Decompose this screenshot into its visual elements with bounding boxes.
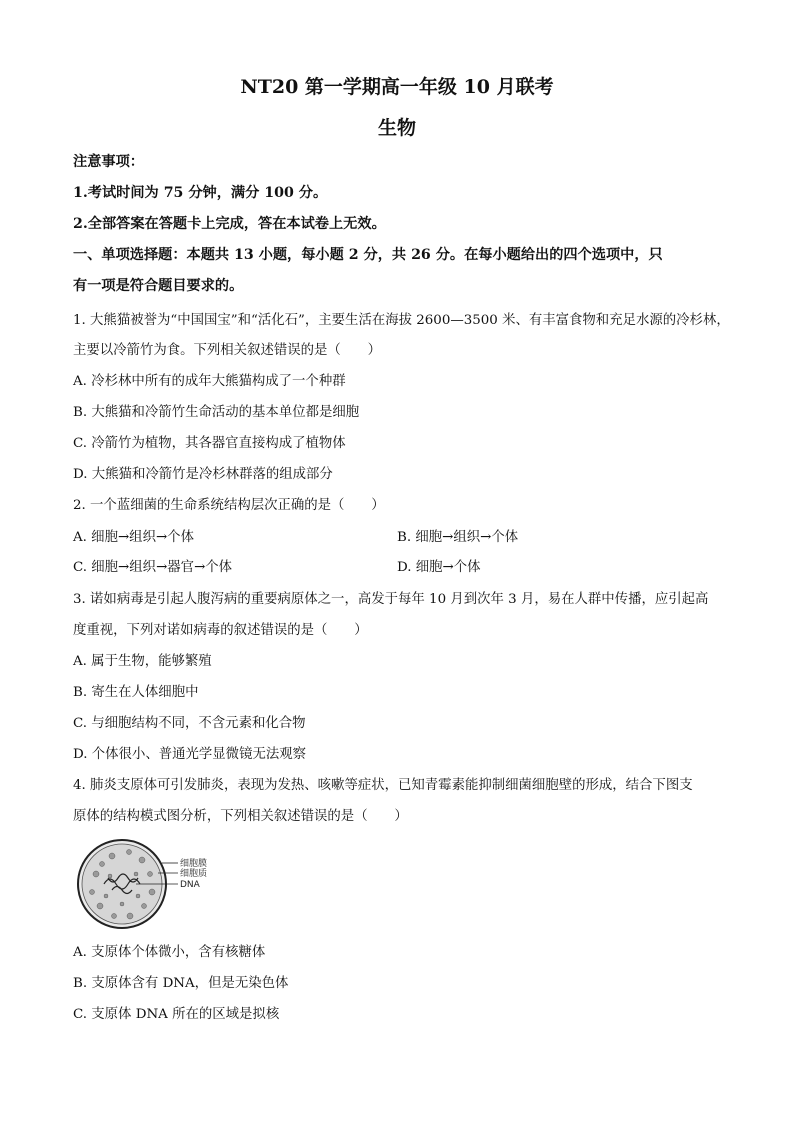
notice-item-1: 1.考试时间为 75 分钟，满分 100 分。 [73,185,328,201]
figure-label-cytoplasm: 细胞质 [180,869,208,879]
notice-item-2: 2.全部答案在答题卡上完成，答在本试卷上无效。 [73,216,386,232]
q4-option-c: C. 支原体 DNA 所在的区域是拟核 [73,1007,280,1022]
q4-stem-line-2: 原体的结构模式图分析，下列相关叙述错误的是（ ） [73,809,408,824]
q1-option-b: B. 大熊猫和冷箭竹生命活动的基本单位都是细胞 [73,405,360,420]
q2-option-b: B. 细胞→组织→个体 [397,530,519,545]
q1-stem-line-1: 1. 大熊猫被誉为“中国国宝”和“活化石”，主要生活在海拔 2600—3500 米、有丰富食物和充足水源的冷杉林， [73,313,730,328]
q2-stem: 2. 一个蓝细菌的生命系统结构层次正确的是（ ） [73,498,385,513]
q3-stem-line-1: 3. 诺如病毒是引起人腹泻病的重要病原体之一，高发于每年 10 月到次年 3 月，易在人群中传播，应引起高 [73,592,709,607]
q2-option-a: A. 细胞→组织→个体 [73,530,194,545]
q3-option-b: B. 寄生在人体细胞中 [73,685,199,700]
q1-option-a: A. 冷杉林中所有的成年大熊猫构成了一个种群 [73,374,346,389]
q1-option-c: C. 冷箭竹为植物，其各器官直接构成了植物体 [73,436,346,451]
q3-stem-line-2: 度重视，下列对诺如病毒的叙述错误的是（ ） [73,623,368,638]
q4-option-b: B. 支原体含有 DNA，但是无染色体 [73,976,289,991]
q4-option-a: A. 支原体个体微小，含有核糖体 [73,945,266,960]
notice-heading: 注意事项： [73,154,144,170]
q3-option-c: C. 与细胞结构不同，不含元素和化合物 [73,716,306,731]
subject-title: 生物 [377,117,416,139]
q1-option-d: D. 大熊猫和冷箭竹是冷杉林群落的组成部分 [73,467,333,482]
section-heading-line-2: 有一项是符合题目要求的。 [73,278,244,294]
q3-option-a: A. 属于生物，能够繁殖 [73,654,212,669]
mycoplasma-structure-figure [74,834,224,934]
exam-title: NT20 第一学期高一年级 10 月联考 [240,76,554,98]
q2-option-d: D. 细胞→个体 [397,560,481,575]
figure-label-membrane: 细胞膜 [180,859,208,869]
q1-stem-line-2: 主要以冷箭竹为食。下列相关叙述错误的是（ ） [73,343,381,358]
figure-label-dna: DNA [180,880,200,890]
q3-option-d: D. 个体很小、普通光学显微镜无法观察 [73,747,307,762]
q2-option-c: C. 细胞→组织→器官→个体 [73,560,233,575]
section-heading-line-1: 一、单项选择题：本题共 13 小题，每小题 2 分，共 26 分。在每小题给出的四个选项中，只 [73,247,663,263]
q4-stem-line-1: 4. 肺炎支原体可引发肺炎，表现为发热、咳嗽等症状，已知青霉素能抑制细菌细胞壁的形成，结合下图支 [73,778,693,793]
